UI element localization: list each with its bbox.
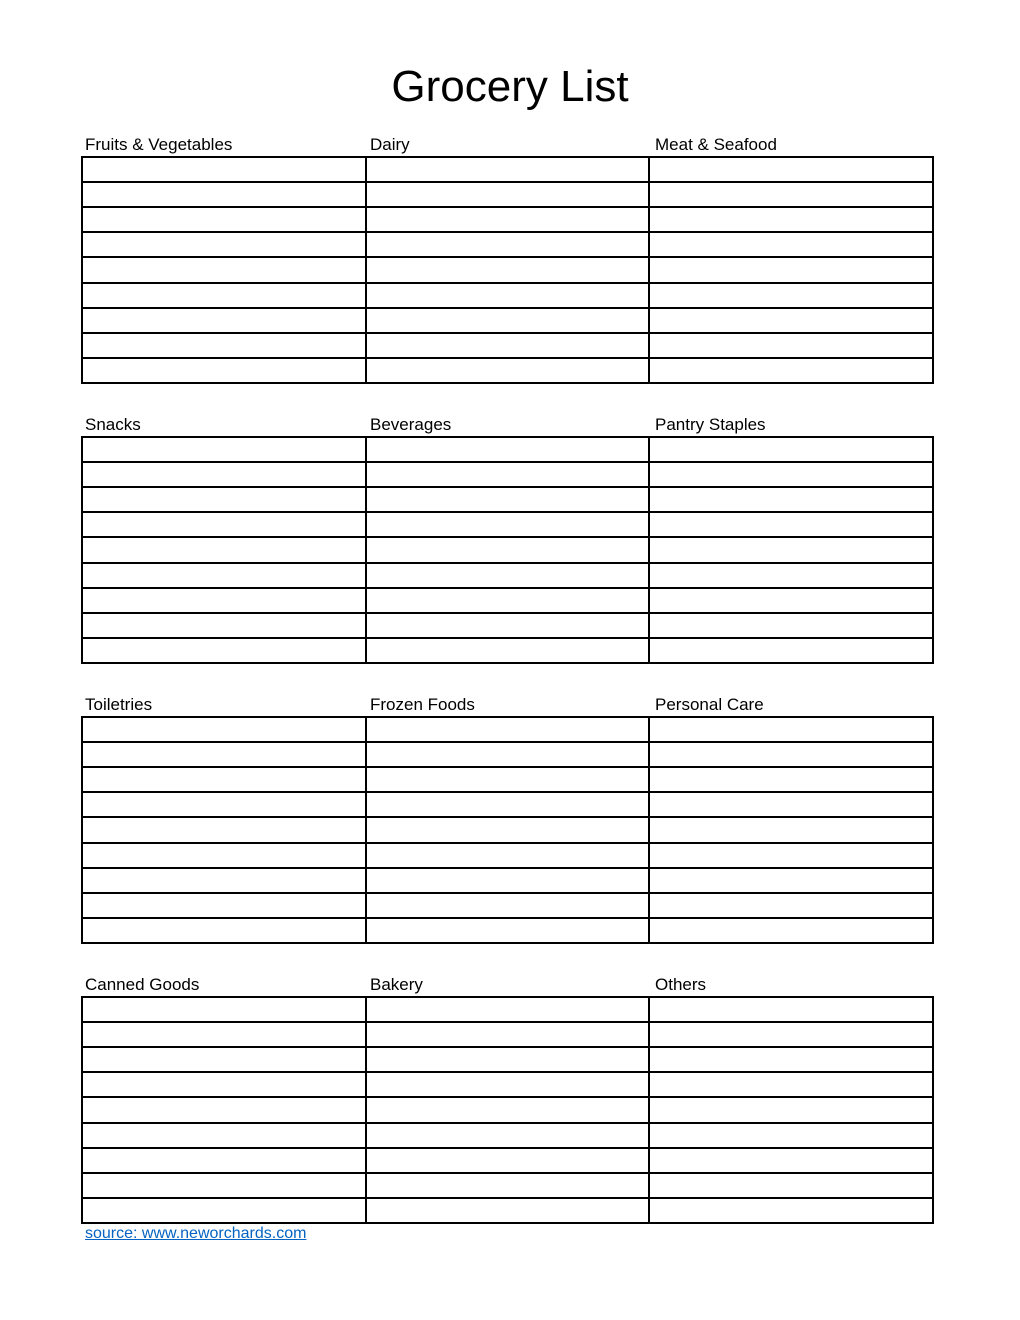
category-column: [367, 718, 651, 942]
list-item-cell[interactable]: [83, 334, 365, 359]
category-section: [81, 975, 937, 1225]
list-item-cell[interactable]: [367, 334, 649, 359]
category-labels: [81, 415, 937, 435]
list-item-cell[interactable]: [367, 284, 649, 309]
category-label: Others: [655, 975, 707, 994]
category-section: [81, 695, 937, 945]
list-item-cell[interactable]: [367, 589, 649, 614]
category-column: [367, 998, 651, 1222]
list-item-cell[interactable]: [650, 463, 932, 488]
list-item-cell[interactable]: [650, 919, 932, 942]
list-item-cell[interactable]: [650, 564, 932, 589]
list-item-cell[interactable]: [83, 183, 365, 208]
list-item-cell[interactable]: [650, 438, 932, 463]
list-item-cell[interactable]: [83, 844, 365, 869]
list-item-cell[interactable]: [83, 564, 365, 589]
category-label: Beverages: [370, 415, 452, 434]
list-item-cell[interactable]: [650, 309, 932, 334]
list-item-cell[interactable]: [650, 844, 932, 869]
list-item-cell[interactable]: [650, 1073, 932, 1098]
list-item-cell[interactable]: [650, 894, 932, 919]
category-table: [81, 716, 934, 944]
list-item-cell[interactable]: [83, 768, 365, 793]
list-item-cell[interactable]: [367, 919, 649, 942]
list-item-cell[interactable]: [650, 359, 932, 382]
list-item-cell[interactable]: [650, 258, 932, 283]
category-column: [650, 998, 932, 1222]
list-item-cell[interactable]: [83, 463, 365, 488]
category-column: [367, 438, 651, 662]
list-item-cell[interactable]: [83, 538, 365, 563]
category-label: Frozen Foods: [370, 695, 475, 714]
category-label: Snacks: [85, 415, 141, 434]
category-column: [650, 158, 932, 382]
list-item-cell[interactable]: [367, 1124, 649, 1149]
list-item-cell[interactable]: [650, 1199, 932, 1222]
list-item-cell[interactable]: [367, 1073, 649, 1098]
list-item-cell[interactable]: [650, 1149, 932, 1174]
category-section: [81, 415, 937, 665]
category-column: [83, 158, 367, 382]
list-item-cell[interactable]: [650, 793, 932, 818]
list-item-cell[interactable]: [367, 1098, 649, 1123]
list-item-cell[interactable]: [83, 1048, 365, 1073]
category-labels: [81, 695, 937, 715]
list-item-cell[interactable]: [650, 513, 932, 538]
list-item-cell[interactable]: [83, 208, 365, 233]
list-item-cell[interactable]: [83, 793, 365, 818]
list-item-cell[interactable]: [367, 818, 649, 843]
list-item-cell[interactable]: [367, 359, 649, 382]
list-item-cell[interactable]: [367, 513, 649, 538]
list-item-cell[interactable]: [367, 488, 649, 513]
list-item-cell[interactable]: [83, 919, 365, 942]
list-item-cell[interactable]: [367, 1048, 649, 1073]
list-item-cell[interactable]: [650, 183, 932, 208]
list-item-cell[interactable]: [367, 208, 649, 233]
category-label: Meat & Seafood: [655, 135, 777, 154]
list-item-cell[interactable]: [83, 1098, 365, 1123]
list-item-cell[interactable]: [650, 818, 932, 843]
list-item-cell[interactable]: [650, 718, 932, 743]
list-item-cell[interactable]: [367, 844, 649, 869]
category-label: Dairy: [370, 135, 410, 154]
category-column: [650, 438, 932, 662]
list-item-cell[interactable]: [83, 1149, 365, 1174]
category-label: Fruits & Vegetables: [85, 135, 233, 154]
list-item-cell[interactable]: [83, 1199, 365, 1222]
list-item-cell[interactable]: [367, 894, 649, 919]
list-item-cell[interactable]: [367, 743, 649, 768]
list-item-cell[interactable]: [367, 793, 649, 818]
list-item-cell[interactable]: [650, 538, 932, 563]
category-label: Toiletries: [85, 695, 153, 714]
category-label: Canned Goods: [85, 975, 200, 994]
list-item-cell[interactable]: [650, 1048, 932, 1073]
list-item-cell[interactable]: [83, 869, 365, 894]
category-table: [81, 436, 934, 664]
list-item-cell[interactable]: [367, 869, 649, 894]
category-label: Pantry Staples: [655, 415, 766, 434]
list-item-cell[interactable]: [83, 639, 365, 662]
list-item-cell[interactable]: [650, 233, 932, 258]
category-labels: [81, 975, 937, 995]
category-label: Personal Care: [655, 695, 764, 714]
list-item-cell[interactable]: [83, 1124, 365, 1149]
list-item-cell[interactable]: [650, 208, 932, 233]
list-item-cell[interactable]: [367, 463, 649, 488]
list-item-cell[interactable]: [367, 183, 649, 208]
list-item-cell[interactable]: [367, 158, 649, 183]
list-item-cell[interactable]: [650, 998, 932, 1023]
list-item-cell[interactable]: [650, 589, 932, 614]
list-item-cell[interactable]: [83, 614, 365, 639]
list-item-cell[interactable]: [83, 1073, 365, 1098]
source-link[interactable]: source: www.neworchards.com: [85, 1225, 307, 1242]
list-item-cell[interactable]: [650, 158, 932, 183]
category-column: [83, 718, 367, 942]
list-item-cell[interactable]: [83, 998, 365, 1023]
list-item-cell[interactable]: [367, 309, 649, 334]
list-item-cell[interactable]: [367, 538, 649, 563]
list-item-cell[interactable]: [650, 488, 932, 513]
list-item-cell[interactable]: [367, 1023, 649, 1048]
list-item-cell[interactable]: [367, 639, 649, 662]
list-item-cell[interactable]: [650, 1023, 932, 1048]
list-item-cell[interactable]: [367, 1199, 649, 1222]
list-item-cell[interactable]: [367, 1174, 649, 1199]
category-section: [81, 135, 937, 385]
list-item-cell[interactable]: [83, 488, 365, 513]
list-item-cell[interactable]: [83, 158, 365, 183]
list-item-cell[interactable]: [650, 1098, 932, 1123]
list-item-cell[interactable]: [83, 589, 365, 614]
category-column: [367, 158, 651, 382]
list-item-cell[interactable]: [83, 818, 365, 843]
category-column: [650, 718, 932, 942]
category-column: [83, 998, 367, 1222]
list-item-cell[interactable]: [367, 258, 649, 283]
list-item-cell[interactable]: [650, 1174, 932, 1199]
list-item-cell[interactable]: [83, 309, 365, 334]
list-item-cell[interactable]: [650, 639, 932, 662]
list-item-cell[interactable]: [650, 614, 932, 639]
list-item-cell[interactable]: [367, 614, 649, 639]
list-item-cell[interactable]: [650, 284, 932, 309]
list-item-cell[interactable]: [83, 718, 365, 743]
list-item-cell[interactable]: [367, 998, 649, 1023]
category-column: [83, 438, 367, 662]
list-item-cell[interactable]: [83, 233, 365, 258]
list-item-cell[interactable]: [367, 564, 649, 589]
list-item-cell[interactable]: [83, 438, 365, 463]
list-item-cell[interactable]: [83, 743, 365, 768]
list-item-cell[interactable]: [367, 718, 649, 743]
category-table: [81, 996, 934, 1224]
category-table: [81, 156, 934, 384]
list-item-cell[interactable]: [83, 1174, 365, 1199]
list-item-cell[interactable]: [367, 233, 649, 258]
page-title: Grocery List: [391, 62, 629, 111]
category-label: Bakery: [370, 975, 423, 994]
category-labels: [81, 135, 937, 155]
list-item-cell[interactable]: [83, 284, 365, 309]
list-item-cell[interactable]: [367, 1149, 649, 1174]
list-item-cell[interactable]: [650, 768, 932, 793]
list-item-cell[interactable]: [83, 894, 365, 919]
list-item-cell[interactable]: [650, 1124, 932, 1149]
list-item-cell[interactable]: [650, 869, 932, 894]
list-item-cell[interactable]: [83, 359, 365, 382]
list-item-cell[interactable]: [83, 513, 365, 538]
list-item-cell[interactable]: [367, 768, 649, 793]
list-item-cell[interactable]: [83, 1023, 365, 1048]
list-item-cell[interactable]: [83, 258, 365, 283]
list-item-cell[interactable]: [367, 438, 649, 463]
list-item-cell[interactable]: [650, 743, 932, 768]
list-item-cell[interactable]: [650, 334, 932, 359]
